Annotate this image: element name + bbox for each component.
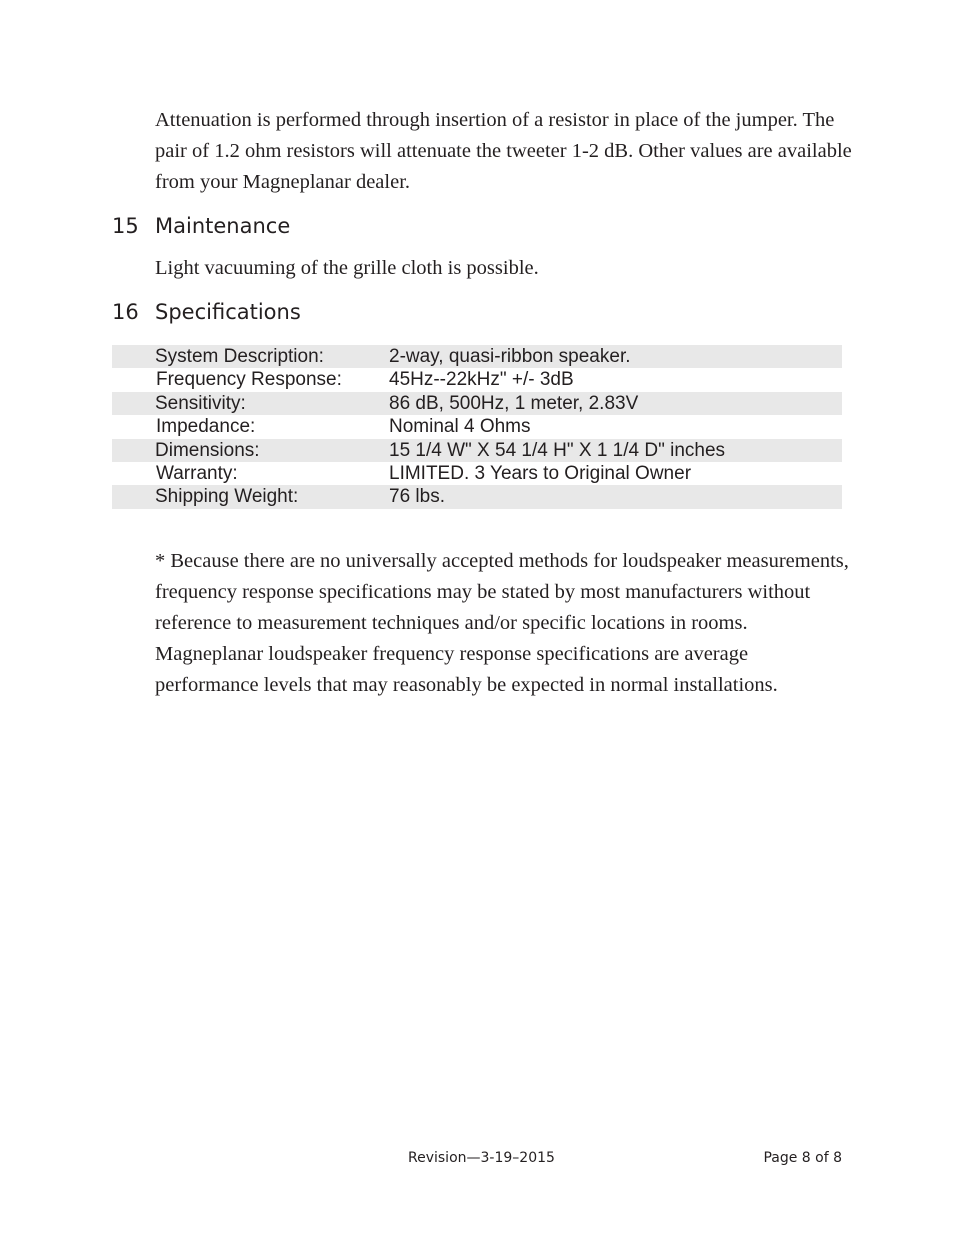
spec-label: Sensitivity: <box>155 392 246 414</box>
spec-value: 86 dB, 500Hz, 1 meter, 2.83V <box>389 392 639 414</box>
spec-value: 2-way, quasi-ribbon speaker. <box>389 346 631 367</box>
spec-label: System Description: <box>155 346 324 367</box>
footer-revision: Revision—3-19–2015 <box>408 1150 555 1166</box>
spec-row <box>112 392 842 415</box>
section-heading-specifications <box>112 298 301 326</box>
spec-label: Warranty: <box>156 462 238 484</box>
specifications-table <box>112 345 842 509</box>
section-heading-maintenance <box>112 212 290 240</box>
spec-label: Dimensions: <box>155 439 260 461</box>
spec-label: Frequency Response: <box>156 369 342 391</box>
spec-row <box>112 462 842 485</box>
spec-row <box>112 368 842 391</box>
spec-value: 15 1/4 W" X 54 1/4 H" X 1 1/4 D" inches <box>389 439 726 461</box>
spec-row <box>112 485 842 508</box>
spec-row <box>112 415 842 438</box>
spec-value: 45Hz--22kHz" +/- 3dB <box>389 369 574 391</box>
spec-value: LIMITED. 3 Years to Original Owner <box>389 462 692 484</box>
section-number: 16 <box>112 300 139 324</box>
spec-value: Nominal 4 Ohms <box>389 416 531 438</box>
spec-value: 76 lbs. <box>389 486 445 508</box>
intro-paragraph: Attenuation is performed through insertion of a resistor in place of the jumper. The pair of 1.2 ohm resistors will attenuate the tweeter 1-2 dB. Other values are available from your Magneplanar dealer. <box>155 109 852 193</box>
spec-label: Impedance: <box>156 416 256 438</box>
spec-label: Shipping Weight: <box>155 486 299 508</box>
footer-page-number: Page 8 of 8 <box>763 1150 842 1166</box>
spec-row <box>112 439 842 462</box>
spec-row <box>112 345 842 368</box>
maintenance-body: Light vacuuming of the grille cloth is possible. <box>155 257 539 279</box>
section-title: Specifications <box>155 300 301 324</box>
section-number: 15 <box>112 214 139 238</box>
footnote: * Because there are no universally accepted methods for loudspeaker measurements, frequency response specifications may be stated by most manufacturers without reference to measurement techniques and/or specific locations in rooms. Magneplanar loudspeaker frequency response specifications are average performance levels that may reasonably be expected in normal installations. <box>155 550 849 696</box>
section-title: Maintenance <box>155 214 291 238</box>
